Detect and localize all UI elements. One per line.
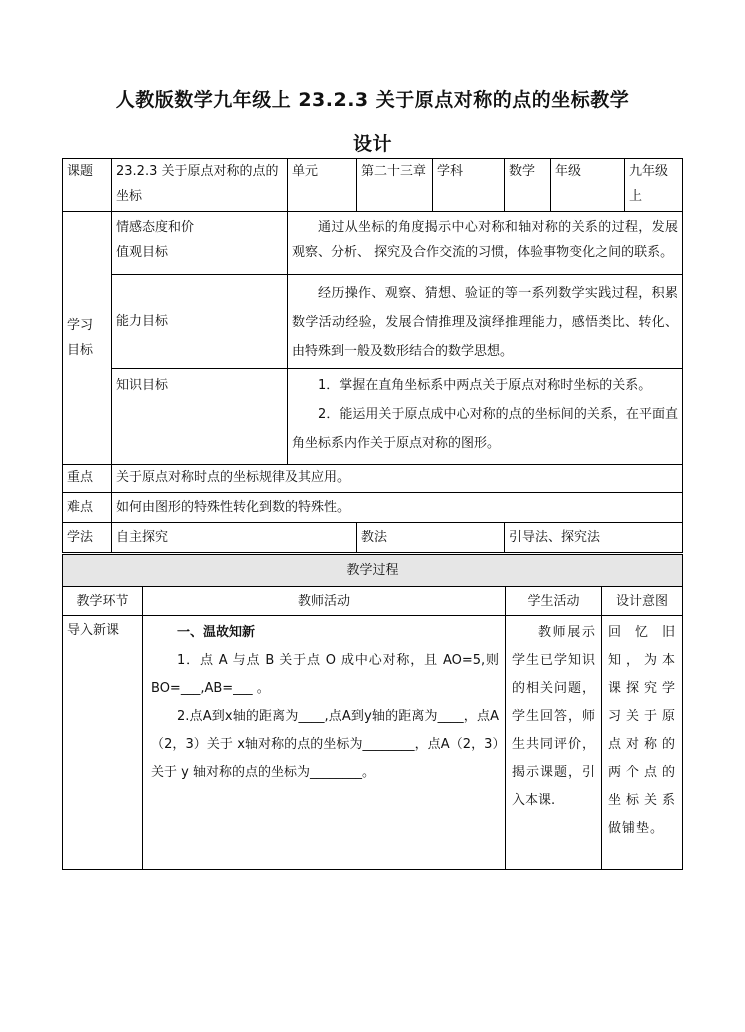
subject-label: 学科 [433,159,505,212]
key-point-label: 重点 [63,465,112,493]
question-2: 2.点A到x轴的距离为____,点A到y轴的距离为____，点A（2，3）关于 x轴对称的点的坐标为________，点A（2，3）关于 y 轴对称的点的坐标为________。 [151,709,499,780]
unit-label: 单元 [288,159,357,212]
objective-affective-text: 通过从坐标的角度揭示中心对称和轴对称的关系的过程，发展观察、分析、 探究及合作交流的习惯，体验事物变化之间的联系。 [288,212,683,275]
knowledge-item-1: 1．掌握在直角坐标系中两点关于原点对称时坐标的关系。 [318,378,652,393]
col-student-header: 学生活动 [506,587,602,616]
design-intent-cell: 回忆旧知，为本课探究学习关于原点对称的两个点的坐标关系做铺垫。 [602,616,683,870]
difficulty-label: 难点 [63,493,112,523]
stage-cell: 导入新课 [63,616,143,870]
difficulty-text: 如何由图形的特殊性转化到数的特殊性。 [112,493,683,523]
unit-value: 第二十三章 [357,159,433,212]
topic-label: 课题 [63,159,112,212]
topic-value: 23.2.3 关于原点对称的点的坐标 [112,159,288,212]
subject-value: 数学 [505,159,551,212]
question-1: 1．点 A 与点 B 关于点 O 成中心对称，且 AO=5,则 BO=___,AB=___ 。 [151,653,499,696]
objective-ability-text: 经历操作、观察、猜想、验证的等一系列数学实践过程，积累数学活动经验，发展合情推理及演绎推理能力，感悟类比、转化、由特殊到一般及数形结合的数学思想。 [288,275,683,369]
grade-value: 九年级上 [625,159,683,212]
study-method-label: 学法 [63,523,112,553]
key-point-text: 关于原点对称时点的坐标规律及其应用。 [112,465,683,493]
objectives-label: 学习目标 [63,212,112,465]
objective-affective-name: 情感态度和价值观目标 [112,212,288,275]
objective-ability-name: 能力目标 [112,275,288,369]
objective-knowledge-text [288,369,683,465]
student-activity-cell: 教师展示学生已学知识的相关问题，学生回答，师生共同评价，揭示课题，引入本课. [506,616,602,870]
objective-knowledge-name: 知识目标 [112,369,288,465]
col-teacher-header: 教师活动 [143,587,506,616]
lesson-info-table [62,158,683,553]
teach-method-label: 教法 [357,523,505,553]
teach-method-value: 引导法、探究法 [505,523,683,553]
col-stage-header: 教学环节 [63,587,143,616]
col-intent-header: 设计意图 [602,587,683,616]
study-method-value: 自主探究 [112,523,357,553]
knowledge-item-2: 2．能运用关于原点成中心对称的点的坐标间的关系，在平面直角坐标系内作关于原点对称的图形。 [292,407,679,451]
doc-title-line2: 设计 [352,133,392,155]
teacher-activity-cell [143,616,506,870]
process-band: 教学过程 [63,555,683,587]
section-heading: 一、温故知新 [177,625,256,640]
doc-title-line1: 人教版数学九年级上 23.2.3 关于原点对称的点的坐标教学 [115,89,630,111]
grade-label: 年级 [551,159,625,212]
teaching-process-table [62,554,683,870]
